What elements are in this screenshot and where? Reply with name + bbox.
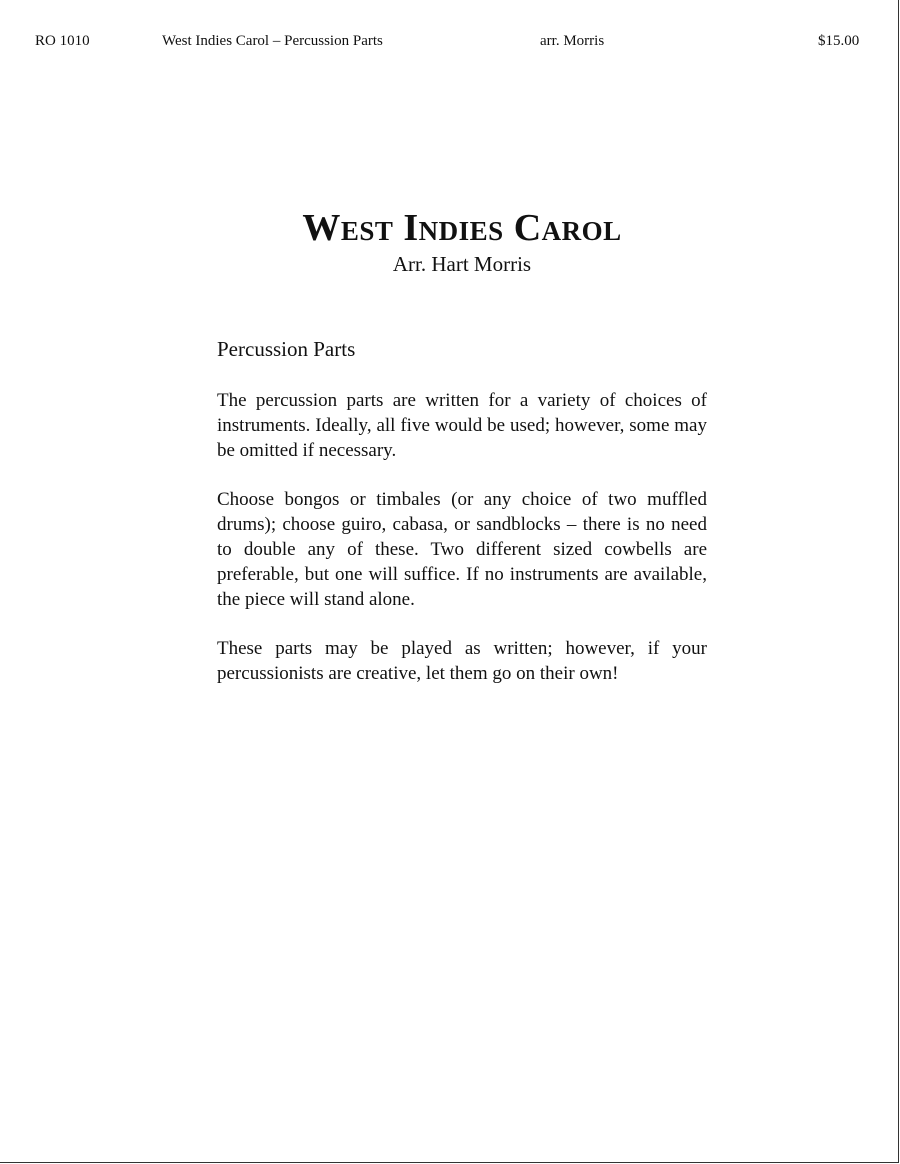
paragraph-1: The percussion parts are written for a variety of choices of instruments. Ideally, all five would be used; however, some may be omitted if necessary. <box>217 390 707 461</box>
paragraph-3: These parts may be played as written; however, if your percussionists are creative, let them go on their own! <box>217 638 707 684</box>
price: $15.00 <box>818 33 860 49</box>
header-title: West Indies Carol – Percussion Parts <box>162 33 383 49</box>
document-title: West Indies Carol <box>302 207 622 249</box>
header-arranger: arr. Morris <box>540 33 605 49</box>
catalog-number: RO 1010 <box>35 33 90 49</box>
document-subtitle: Arr. Hart Morris <box>392 252 532 276</box>
paragraph-2: Choose bongos or timbales (or any choice of two muffled drums); choose guiro, cabasa, or sandblocks – there is no need to double any of these. Two different sized cowbells are preferable, but one will suffice. If no instruments are available, the piece will stand alone. <box>217 489 707 610</box>
page-header <box>0 33 900 53</box>
section-heading: Percussion Parts <box>217 337 356 361</box>
